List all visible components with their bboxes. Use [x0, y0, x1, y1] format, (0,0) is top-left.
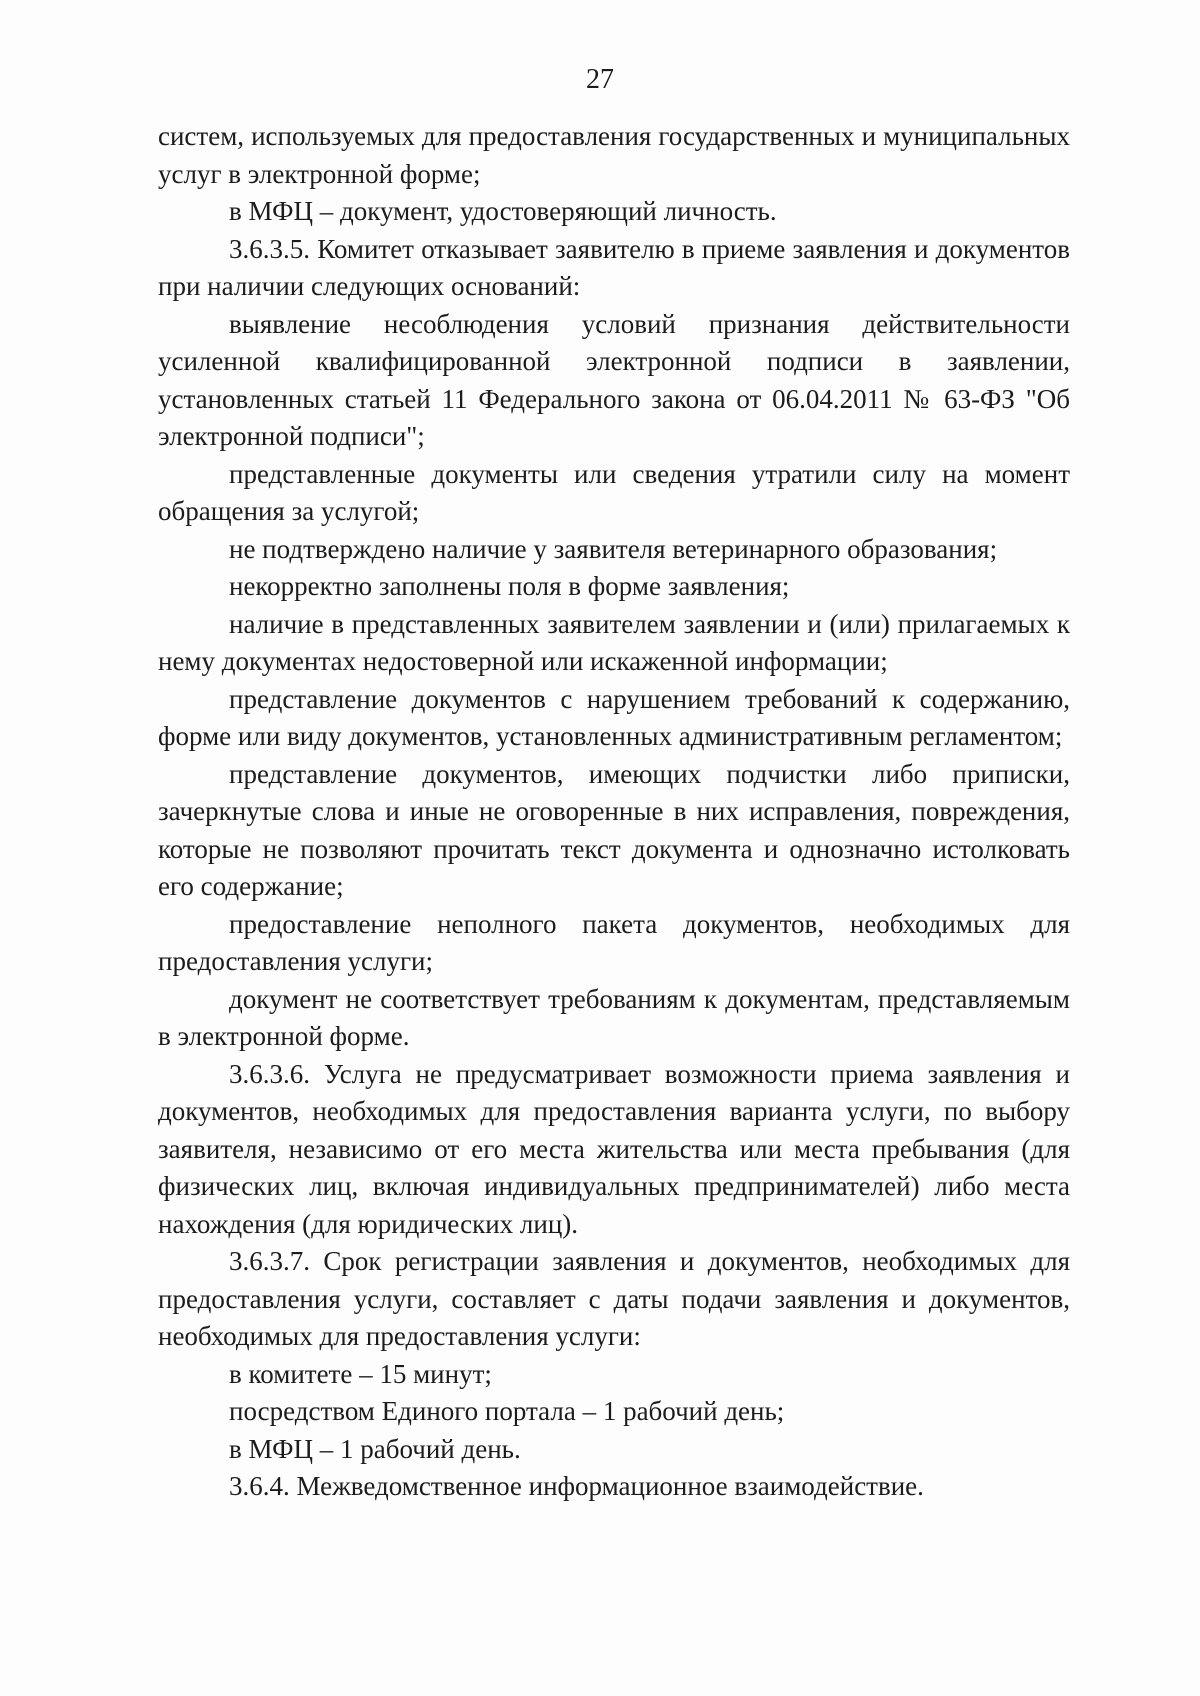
- paragraph: некорректно заполнены поля в форме заявления;: [229, 571, 790, 601]
- paragraph: предоставление неполного пакета документов, необходимых для предоставления услуги;: [158, 908, 1070, 976]
- paragraph: посредством Единого портала – 1 рабочий день;: [229, 1396, 785, 1426]
- paragraph: 3.6.3.5. Комитет отказывает заявителю в приеме заявления и документов при наличии следующих оснований:: [158, 233, 1070, 301]
- paragraph: представление документов, имеющих подчистки либо приписки, зачеркнутые слова и иные не оговоренные в них исправления, повреждения, которые не позволяют прочитать текст документа и однозначно истолковать его содержание;: [158, 758, 1070, 901]
- paragraph: систем, используемых для предоставления государственных и муниципальных услуг в электронной форме;: [158, 121, 1070, 189]
- paragraph: 3.6.3.7. Срок регистрации заявления и документов, необходимых для предоставления услуги, составляет с даты подачи заявления и документов, необходимых для предоставления услуги:: [158, 1246, 1070, 1351]
- page-number: 27: [586, 64, 614, 95]
- paragraph: не подтверждено наличие у заявителя ветеринарного образования;: [229, 533, 998, 564]
- paragraph: представленные документы или сведения утратили силу на момент обращения за услугой;: [158, 458, 1070, 526]
- paragraph: в МФЦ – 1 рабочий день.: [229, 1433, 521, 1464]
- paragraph: в комитете – 15 минут;: [229, 1358, 492, 1389]
- paragraph: наличие в представленных заявителем заявлении и (или) прилагаемых к нему документах недостоверной или искаженной информации;: [158, 608, 1070, 676]
- paragraph: в МФЦ – документ, удостоверяющий личность.: [229, 196, 777, 226]
- paragraph: 3.6.3.6. Услуга не предусматривает возможности приема заявления и документов, необходимых для предоставления варианта услуги, по выбору заявителя, независимо от его места жительства или места пребывания (для физических лиц, включая индивидуальных предпринимателей) либо места нахождения (для юридических лиц).: [158, 1058, 1070, 1239]
- paragraph: 3.6.4. Межведомственное информационное взаимодействие.: [229, 1471, 924, 1501]
- document-body: [158, 118, 1070, 1506]
- paragraph: документ не соответствует требованиям к документам, представляемым в электронной форме.: [158, 983, 1070, 1051]
- paragraph: выявление несоблюдения условий признания действительности усиленной квалифицированной электронной подписи в заявлении, установленных статьей 11 Федерального закона от 06.04.2011 № 63-ФЗ "Об электронной подписи";: [158, 308, 1070, 451]
- paragraph: представление документов с нарушением требований к содержанию, форме или виду документов, установленных административным регламентом;: [158, 683, 1070, 751]
